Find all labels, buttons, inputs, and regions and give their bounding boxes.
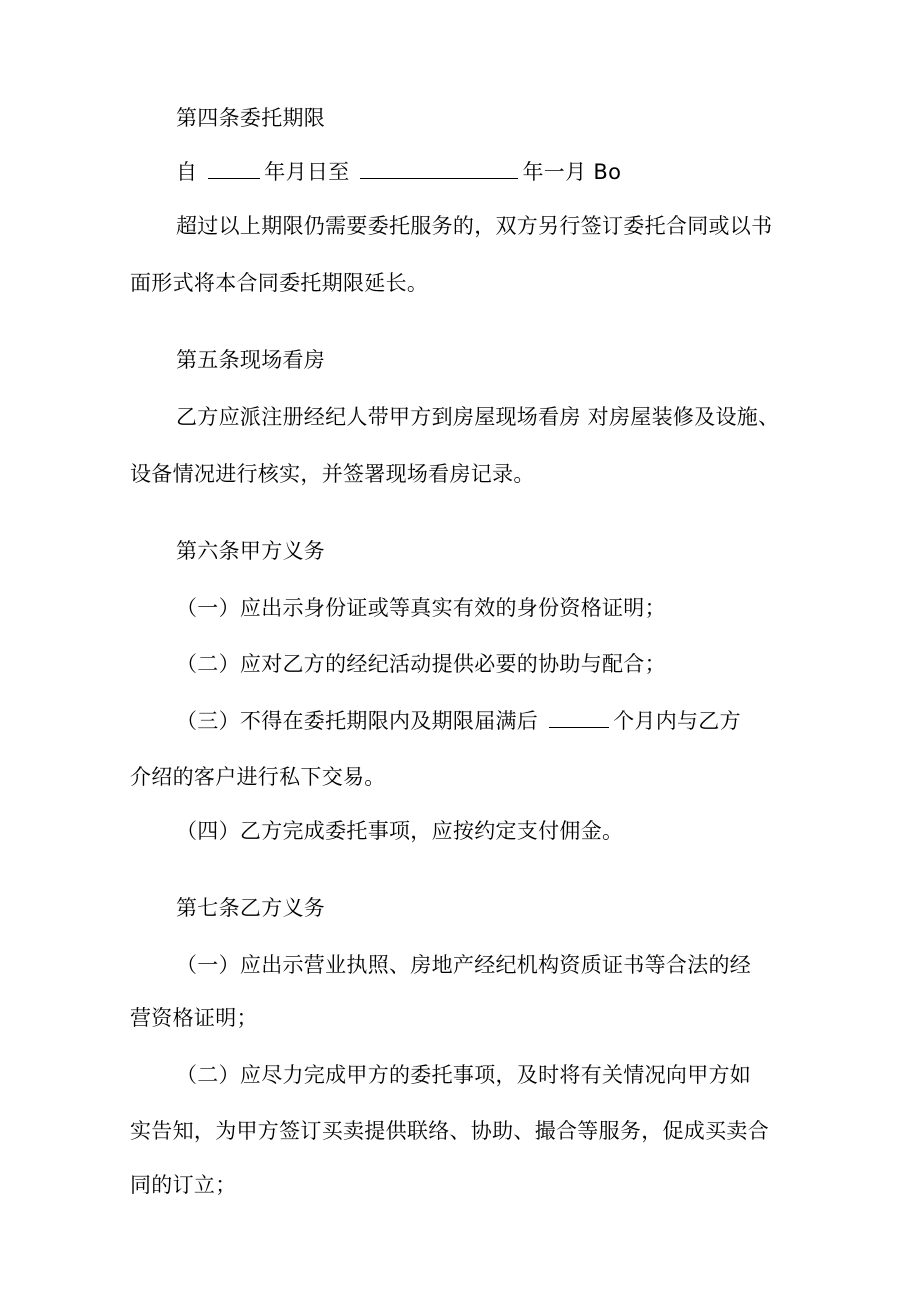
months-blank[interactable] bbox=[549, 707, 609, 728]
article7-item-2-line-1: （二）应尽力完成甲方的委托事项，及时将有关情况向甲方如 bbox=[176, 1063, 752, 1087]
article5-text-line-2: 设备情况进行核实，并签署现场看房记录。 bbox=[130, 462, 535, 486]
article7-item-2-line-3: 同的订立； bbox=[130, 1173, 237, 1197]
article4-heading: 第四条委托期限 bbox=[176, 106, 326, 130]
article4-period-line bbox=[176, 157, 621, 187]
period-middle-text: 年月日至 bbox=[264, 160, 350, 184]
article7-heading: 第七条乙方义务 bbox=[176, 896, 326, 920]
article6-item-4: （四）乙方完成委托事项，应按约定支付佣金。 bbox=[176, 819, 624, 843]
item3-text-end: 个月内与乙方 bbox=[613, 709, 741, 733]
period-start-blank[interactable] bbox=[208, 158, 260, 179]
item3-text-start: （三）不得在委托期限内及期限届满后 bbox=[176, 709, 539, 733]
period-end-text: 年一月 Bo bbox=[522, 160, 622, 184]
article6-item-3-line-2: 介绍的客户进行私下交易。 bbox=[130, 765, 386, 789]
article5-heading: 第五条现场看房 bbox=[176, 348, 326, 372]
article7-item-2-line-2: 实告知，为甲方签订买卖提供联络、协助、撮合等服务，促成买卖合 bbox=[130, 1119, 769, 1143]
article6-item-3-line-1 bbox=[176, 706, 741, 736]
article6-heading: 第六条甲方义务 bbox=[176, 539, 326, 563]
article7-item-1-line-1: （一）应出示营业执照、房地产经纪机构资质证书等合法的经 bbox=[176, 953, 752, 977]
period-end-blank[interactable] bbox=[360, 158, 518, 179]
article4-text-line-1: 超过以上期限仍需要委托服务的，双方另行签订委托合同或以书 bbox=[176, 214, 773, 238]
article5-text-line-1: 乙方应派注册经纪人带甲方到房屋现场看房 对房屋装修及设施、 bbox=[176, 405, 780, 429]
period-from-text: 自 bbox=[176, 160, 198, 184]
article6-item-1: （一）应出示身份证或等真实有效的身份资格证明； bbox=[176, 596, 666, 620]
article6-item-2: （二）应对乙方的经纪活动提供必要的协助与配合； bbox=[176, 652, 666, 676]
article4-text-line-2: 面形式将本合同委托期限延长。 bbox=[130, 271, 429, 295]
article7-item-1-line-2: 营资格证明； bbox=[130, 1006, 258, 1030]
